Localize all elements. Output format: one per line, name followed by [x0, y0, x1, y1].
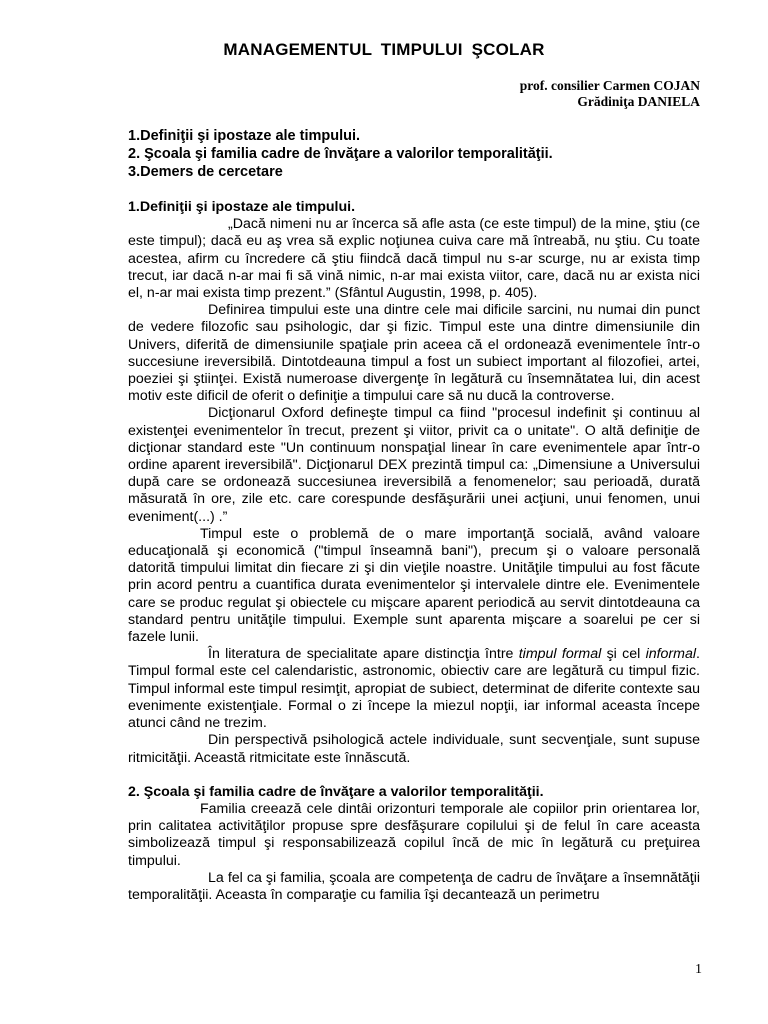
- paragraph: Din perspectivă psihologică actele individuale, sunt secvenţiale, sunt supuse ritmicităţii. Această ritmicitate este înnăscută.: [128, 732, 700, 766]
- toc-item: 3.Demers de cercetare: [128, 164, 283, 180]
- text-run: . Timpul formal este cel calendaristic, astronomic, obiectiv care are legătură cu timpul fizic. Timpul informal este timpul resimţit, apropiat de subiect, determinat de diferite contexte sau evenimente existenţiale. Formal o zi începe la miezul nopţii, iar informal aceasta începe atunci când ne trezim.: [128, 646, 700, 732]
- paragraph: Timpul este o problemă de o mare importanţă socială, având valoare educaţională şi economică ("timpul înseamnă bani"), precum şi o valoare personală datorită timpului limitat din fiecare zi şi din vieţile noastre. Unităţile timpului au fost făcute prin acord pentru a cuantifica durata evenimentelor şi intervalele dintre ele. Evenimentele care se produc regulat şi obiectele cu mişcare aparent periodică au servit dintotdeauna ca standard pentru unităţile timpului. Exemple sunt aparenta mişcare a soarelui pe cer si fazele lunii.: [128, 525, 700, 646]
- italic-term: timpul formal: [518, 646, 602, 663]
- author-block: [520, 78, 700, 110]
- toc-item: 1.Definiţii şi ipostaze ale timpului.: [128, 128, 361, 144]
- section-heading: 2. Şcoala şi familia cadre de învăţare a valorilor temporalităţii.: [128, 783, 544, 800]
- document-body: [128, 199, 700, 904]
- paragraph: „Dacă nimeni nu ar încerca să afle asta (ce este timpul) de la mine, ştiu (ce este timpul); dacă eu aş vrea să explic noţiunea cuiva care mă întreabă, nu ştiu. Cu toate acestea, afirm cu încredere că ştiu fiindcă dacă timpul nu s-ar scurge, nu ar exista timp trecut, iar dacă n-ar mai fi să vină nimic, n-ar mai exista viitor, care, dacă nu ar exista nici el, n-ar mai exista timp prezent.” (Sfântul Augustin, 1998, p. 405).: [128, 216, 700, 302]
- author-name: prof. consilier Carmen COJAN: [519, 78, 700, 93]
- paragraph: Familia creează cele dintâi orizonturi temporale ale copiilor prin orientarea lor, prin calitatea activităţilor propuse spre desfăşurare copilului şi de felul în care aceasta simbolizează timpul şi responsabilizează copilul încă de mic în legătură cu preţuirea timpului.: [128, 800, 700, 869]
- paragraph: Dicţionarul Oxford defineşte timpul ca fiind "procesul indefinit şi continuu al existenţei evenimentelor în trecut, prezent şi viitor, privit ca o unitate". O altă definiţie de dicţionar standard este "Un continuum nonspaţial linear în care evenimentele apar într-o ordine aparent ireversibilă". Dicţionarul DEX prezintă timpul ca: „Dimensiune a Universului după care se ordonează succesiunea ireversibilă a fenomenelor; sau perioadă, durată măsurată în ore, zile etc. care corespunde desfăşurării unei acţiuni, unui fenomen, unui eveniment(...) .”: [128, 405, 700, 525]
- spacer: [128, 767, 700, 784]
- page-number: 1: [695, 962, 702, 977]
- toc-item: 2. Şcoala şi familia cadre de învăţare a valorilor temporalităţii.: [128, 146, 553, 162]
- author-institution: Grădiniţa DANIELA: [577, 94, 700, 109]
- paragraph: La fel ca şi familia, şcoala are competenţa de cadru de învăţare a însemnătăţii temporalităţii. Aceasta în comparaţie cu familia îşi decantează un perimetru: [128, 869, 700, 903]
- text-run: În literatura de specialitate apare distincţia între: [208, 646, 519, 663]
- table-of-contents: [128, 127, 553, 181]
- text-run: şi cel: [601, 646, 646, 663]
- document-title: MANAGEMENTUL TIMPULUI ŞCOLAR: [223, 40, 545, 59]
- paragraph: [128, 646, 700, 732]
- italic-term: informal: [645, 646, 697, 663]
- paragraph: Definirea timpului este una dintre cele mai dificile sarcini, nu numai din punct de vedere filozofic sau psihologic, dar şi fizic. Timpul este una dintre dimensiunile din Univers, diferită de dimensiunile spaţiale prin aceea că el ordonează evenimentele într-o succesiune ireversibilă. Dintotdeauna timpul a fost un subiect important al filozofiei, artei, poeziei şi ştiinţei. Există numeroase divergenţe în legătură cu însemnătatea lui, din acest motiv este dificil de oferit o definiţie a timpului care să nu ducă la controverse.: [128, 302, 700, 405]
- section-heading: 1.Definiţii şi ipostaze ale timpului.: [128, 199, 356, 215]
